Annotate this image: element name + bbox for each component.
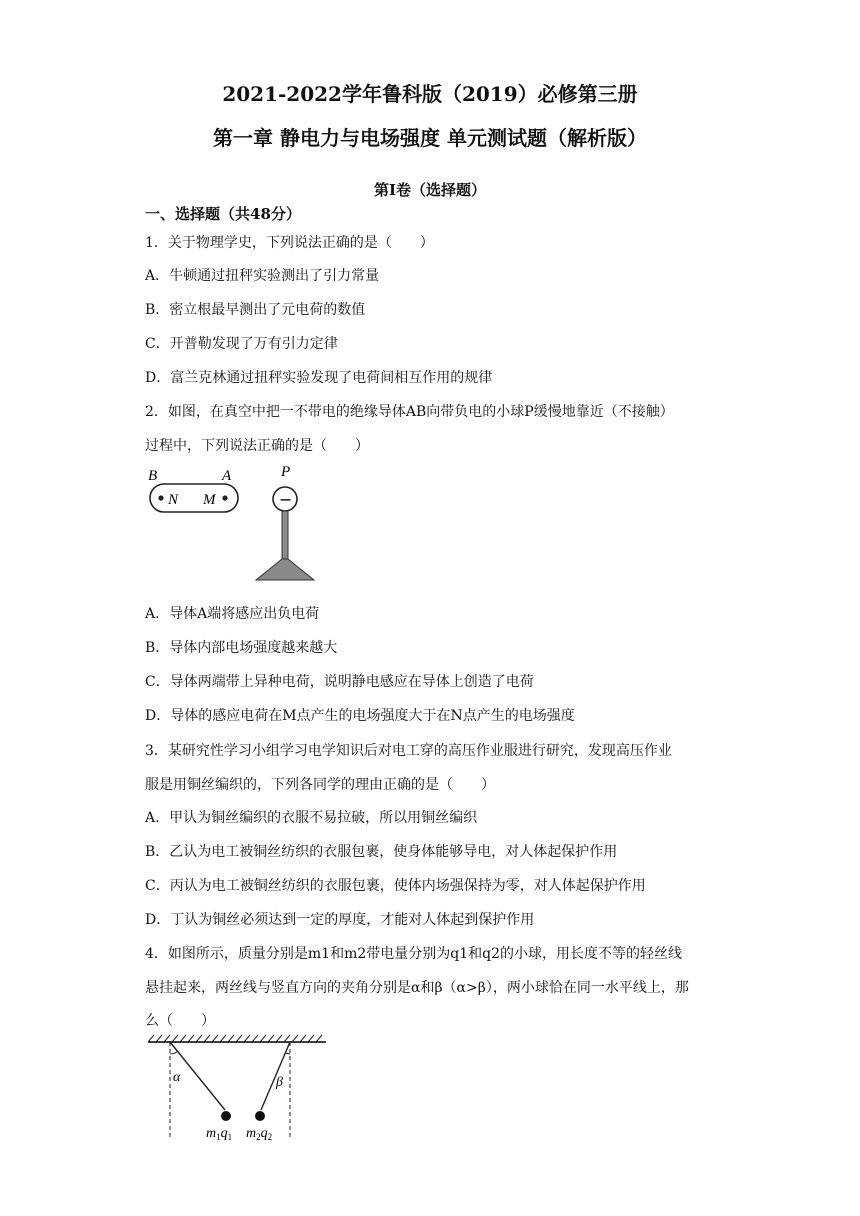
point-n-dot (158, 495, 163, 500)
page-subtitle: 第一章 静电力与电场强度 单元测试题（解析版） (213, 126, 647, 150)
label-ball-1: $m_1q_1$ (206, 1126, 233, 1142)
page-title: 2021-2022学年鲁科版（2019）必修第三册 (222, 82, 638, 106)
q4-stem-line2: 悬挂起来，两丝线与竖直方向的夹角分别是α和β（α>β），两小球恰在同一水平线上，那 (145, 980, 689, 996)
q1-stem: 1．关于物理学史，下列说法正确的是（ ） (145, 235, 434, 251)
angle-beta-arc (286, 1053, 290, 1054)
q3-option-b: B．乙认为电工被铜丝纺织的衣服包裹，使身体能够导电，对人体起保护作用 (145, 844, 618, 860)
point-m-dot (222, 495, 227, 500)
q2-option-b: B．导体内部电场强度越来越大 (145, 640, 338, 656)
volume-heading: 第Ⅰ卷（选择题） (373, 181, 487, 199)
label-b: B (148, 468, 158, 484)
q2-option-d: D．导体的感应电荷在M点产生的电场强度大于在N点产生的电场强度 (145, 708, 575, 724)
ceiling-hatch (148, 1035, 322, 1042)
insulating-stand (282, 511, 288, 559)
q4-figure (140, 1034, 340, 1146)
q2-stem-line2: 过程中，下列说法正确的是（ ） (145, 438, 369, 454)
label-a: A (222, 468, 232, 484)
q2-stem-line1: 2．如图，在真空中把一不带电的绝缘导体AB向带负电的小球P缓慢地靠近（不接触） (145, 404, 674, 420)
q3-stem-line2: 服是用铜丝编织的，下列各同学的理由正确的是（ ） (145, 777, 495, 793)
label-m: M (203, 492, 216, 508)
ball-2 (255, 1111, 265, 1121)
section-heading: 一、选择题（共48分） (145, 205, 301, 223)
negative-charge-icon: − (279, 490, 293, 509)
q1-option-a: A．牛顿通过扭秤实验测出了引力常量 (145, 268, 380, 284)
q2-option-a: A．导体A端将感应出负电荷 (145, 606, 320, 622)
q3-option-c: C．丙认为电工被铜丝纺织的衣服包裹，使体内场强保持为零，对人体起保护作用 (145, 878, 646, 894)
q3-option-d: D．丁认为铜丝必须达到一定的厚度，才能对人体起到保护作用 (145, 912, 535, 928)
stand-base (256, 559, 314, 580)
q1-option-d: D．富兰克林通过扭秤实验发现了电荷间相互作用的规律 (145, 370, 493, 386)
q4-stem-line1: 4．如图所示，质量分别是m1和m2带电量分别为q1和q2的小球，用长度不等的轻丝线 (145, 946, 683, 962)
label-p: P (281, 464, 291, 480)
q2-option-c: C．导体两端带上异种电荷，说明静电感应在导体上创造了电荷 (145, 674, 534, 690)
q2-figure (140, 462, 360, 586)
q1-option-b: B．密立根最早测出了元电荷的数值 (145, 302, 366, 318)
ball-1 (221, 1111, 231, 1121)
label-beta: β (276, 1075, 283, 1090)
q3-stem-line1: 3．某研究性学习小组学习电学知识后对电工穿的高压作业服进行研究，发现高压作业 (145, 743, 672, 759)
label-alpha: α (173, 1070, 181, 1085)
q3-option-a: A．甲认为铜丝编织的衣服不易拉破，所以用铜丝编织 (145, 810, 478, 826)
q4-stem-line3: 么（ ） (145, 1013, 215, 1029)
q1-option-c: C．开普勒发现了万有引力定律 (145, 336, 338, 352)
label-n: N (168, 492, 179, 508)
label-ball-2: $m_2q_2$ (246, 1126, 273, 1142)
angle-alpha-arc (170, 1051, 178, 1054)
